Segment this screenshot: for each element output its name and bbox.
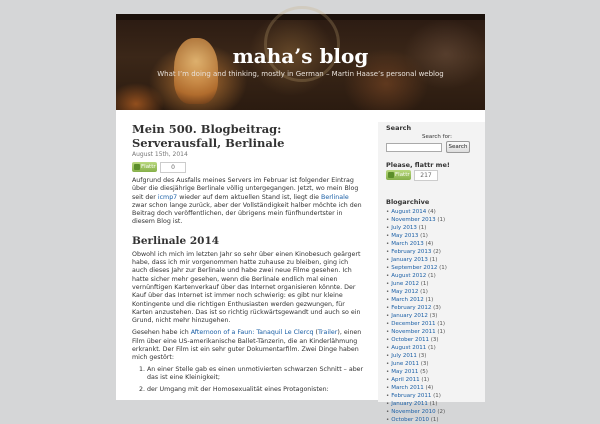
archive-count: (3) [418,353,427,359]
archive-item[interactable] [386,352,485,360]
blog-header [116,14,485,110]
archive-item[interactable] [386,264,485,272]
archive-item[interactable] [386,248,485,256]
post-flattr [132,162,364,173]
link-trailer[interactable]: Trailer [318,329,338,337]
archive-item[interactable] [386,384,485,392]
archive-item[interactable] [386,304,485,312]
archive-month-link[interactable]: January 2011 [391,401,428,407]
archive-count: (1) [420,281,429,287]
archive-count: (1) [429,401,438,407]
sidebar-flattr-count: 217 [414,170,438,181]
archive-month-link[interactable]: October 2010 [391,417,430,423]
archive-count: (1) [430,417,439,423]
list-item: 1. An einer Stelle gab es einen unmotivierten schwarzen Schnitt – aber das ist eine Kleinigkeit; [147,366,364,383]
post-intro [132,177,364,227]
archive-month-link[interactable]: January 2013 [391,257,428,263]
flattr-heading: Please, flattr me! [386,161,450,169]
archive-count: (1) [439,265,447,271]
archive-count: (1) [421,377,430,383]
archive-count: (1) [437,329,446,335]
archive-month-link[interactable]: October 2011 [391,337,430,343]
archive-item[interactable] [386,240,485,248]
archive-month-link[interactable]: April 2011 [391,377,420,383]
archive-item[interactable] [386,328,485,336]
archive-month-link[interactable]: March 2013 [391,241,424,247]
archive-count: (5) [420,369,428,375]
archive-count: (2) [437,409,446,415]
archive-count: (2) [433,249,441,255]
archive-count: (3) [433,305,441,311]
archive-item[interactable] [386,360,485,368]
archive-item[interactable] [386,232,485,240]
archive-count: (4) [425,385,434,391]
link-icmp7[interactable]: icmp7 [157,193,178,201]
sidebar-archive [386,198,485,424]
archive-item[interactable] [386,376,485,384]
archive-month-link[interactable]: May 2011 [391,369,419,375]
archive-count: (1) [418,225,427,231]
archive-item[interactable] [386,320,485,328]
archive-month-link[interactable]: May 2012 [391,289,419,295]
link-berlinale[interactable]: Berlinale [321,193,349,201]
archive-count: (4) [425,241,434,247]
archive-item[interactable] [386,208,485,216]
search-button[interactable]: Search [446,141,470,153]
archive-item[interactable] [386,296,485,304]
archive-month-link[interactable]: June 2011 [391,361,419,367]
archive-month-link[interactable]: December 2011 [391,321,436,327]
para3-text-b: ( [313,329,319,337]
para3-text-a: Gesehen habe ich [132,329,191,337]
flattr-button-label: Flattr [141,164,156,170]
archive-count: (1) [437,321,446,327]
intro-text-2: wieder auf dem aktuellen Stand ist, liegt die [177,193,321,201]
archive-item[interactable] [386,408,485,416]
archive-count: (1) [429,257,438,263]
search-label: Search for: [422,134,452,140]
flattr-icon [134,164,140,170]
archive-item[interactable] [386,272,485,280]
archive-count: (3) [420,361,429,367]
list-item: 2. der Umgang mit der Homosexualität eines Protagonisten: [147,386,364,394]
flattr-button[interactable] [132,162,157,172]
archive-count: (3) [430,337,439,343]
post-paragraph-2: Obwohl ich mich im letzten Jahr so sehr über einen Kinobesuch geärgert habe, dass ich mir vorgenommen hatte zuhause zu bleiben, ging ich auch dieses Jahr zur Berlinale und habe zwei neue Filme gesehen. Ich hatte sicher mehr gesehen, wenn die Berlinale endlich mal einen vernünftigen Kartenverkauf über das Internet organisieren könnte. Der Kauf über das Internet ist immer noch schwierig: es gibt nur kleine Kontingente und die richtigen Enthusiasten werden gezwungen, für Karten anzustehen. Das ist so richtig rückwärtsgewandt und auch so ein Grund, nicht mehr hinzugehen. [132,250,361,325]
blog-tagline: What I’m doing and thinking, mostly in German – Martin Haase’s personal weblog [157,70,444,78]
archive-count: (4) [428,209,436,215]
archive-heading: Blogarchive [386,198,430,206]
archive-count: (1) [428,345,436,351]
archive-month-link[interactable]: July 2013 [391,225,417,231]
archive-item[interactable] [386,216,485,224]
archive-item[interactable] [386,416,485,424]
post-paragraph-3 [132,329,364,362]
flattr-icon [388,172,394,178]
post-list [132,366,364,395]
sidebar-flattr [386,161,480,179]
archive-count: (1) [428,273,436,279]
search-input[interactable] [386,143,442,152]
archive-month-link[interactable]: November 2011 [391,329,436,335]
sidebar [378,122,485,423]
archive-item[interactable] [386,280,485,288]
link-film-title[interactable]: Afternoon of a Faun: Tanaquil Le Clercq [190,329,314,337]
archive-month-link[interactable]: November 2010 [391,409,436,415]
archive-count: (1) [420,289,428,295]
archive-month-link[interactable]: March 2012 [391,297,424,303]
page [116,14,485,423]
archive-item[interactable] [386,312,485,320]
intro-text-1: Aufgrund des Ausfalls meines Servers im Februar ist folgender Eintrag über die diesjährige Berlinale völlig untergegangen. Jetzt, wo mein Blog seit der [132,177,359,201]
archive-list [386,208,485,424]
flattr-count: 0 [160,162,186,173]
archive-month-link[interactable]: November 2013 [391,217,436,223]
archive-month-link[interactable]: June 2012 [391,281,419,287]
para3-text-c: ), einen Film über eine US-amerikanische Ballet-Tänzerin, die an Kinderlähmung erkrankt. Der Film ist ein sehr guter Dokumentarfilm. Zwei Dinge haben mich gestört: [132,329,362,362]
archive-month-link[interactable]: July 2011 [391,353,417,359]
archive-item[interactable] [386,400,485,408]
archive-count: (3) [429,313,438,319]
archive-count: (1) [420,233,428,239]
archive-month-link[interactable]: February 2012 [391,305,432,311]
archive-month-link[interactable]: March 2011 [391,385,424,391]
search-heading: Search [386,124,412,132]
sidebar-flattr-label: Flattr [395,172,410,178]
post-date: August 15th, 2014 [132,151,188,158]
archive-item[interactable] [386,344,485,352]
main-content [132,122,364,399]
archive-item[interactable] [386,224,485,232]
archive-month-link[interactable]: February 2011 [391,393,432,399]
archive-month-link[interactable]: August 2012 [391,273,427,279]
archive-month-link[interactable]: August 2011 [391,345,427,351]
archive-month-link[interactable]: August 2014 [391,209,427,215]
archive-item[interactable] [386,288,485,296]
blog-title[interactable]: maha’s blog [232,44,369,68]
archive-count: (1) [433,393,441,399]
archive-count: (1) [437,217,446,223]
post-title[interactable]: Mein 500. Blogbeitrag: Serverausfall, Berlinale [132,122,285,150]
archive-item[interactable] [386,368,485,376]
sidebar-flattr-button[interactable] [386,170,411,180]
section-title: Berlinale 2014 [132,234,220,247]
archive-month-link[interactable]: September 2012 [391,265,438,271]
archive-month-link[interactable]: May 2013 [391,233,419,239]
archive-month-link[interactable]: January 2012 [391,313,428,319]
archive-count: (1) [425,297,434,303]
archive-item[interactable] [386,256,485,264]
archive-month-link[interactable]: February 2013 [391,249,432,255]
archive-item[interactable] [386,336,485,344]
intro-text-3: zwar schon lange zurück, aber der Vollständigkeit halber möchte ich den Beitrag doch veröffentlichen, der übrigens mein fünfhundertster in diesem Blog ist. [132,201,362,226]
archive-item[interactable] [386,392,485,400]
sidebar-search [386,124,480,150]
